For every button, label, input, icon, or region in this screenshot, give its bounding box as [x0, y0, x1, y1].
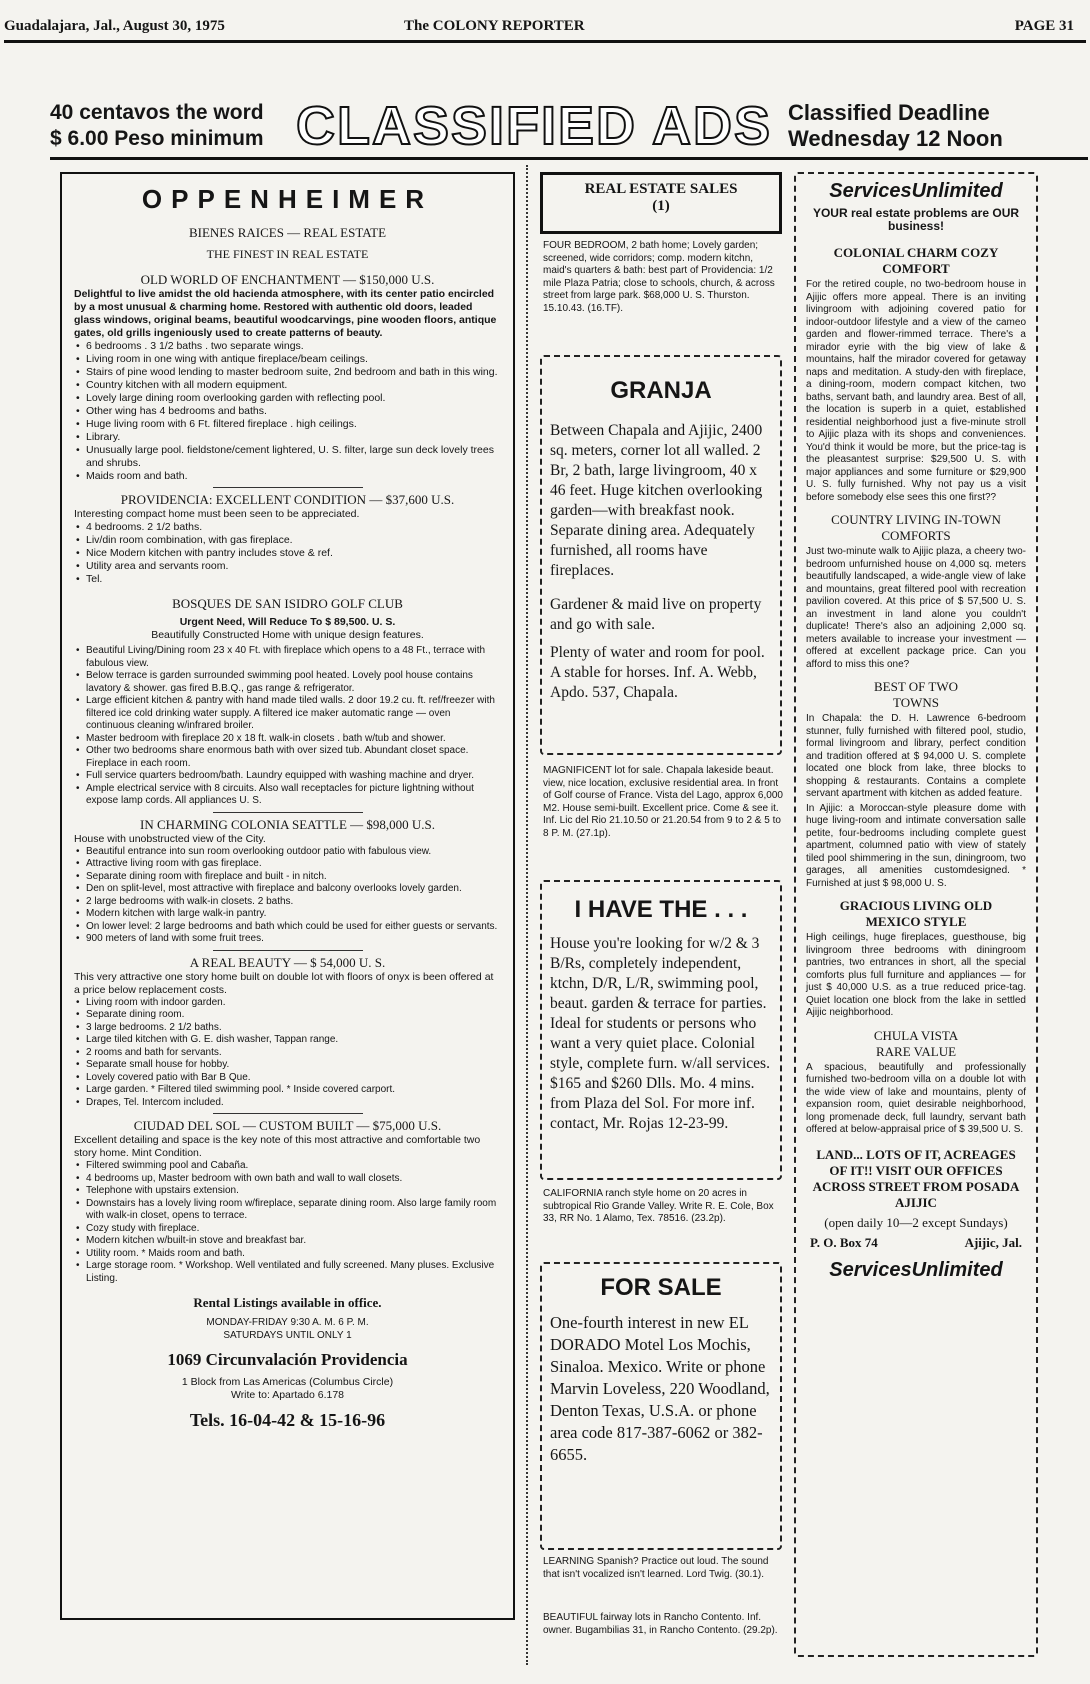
- listing-heading: COUNTRY LIVING IN-TOWN COMFORTS: [831, 512, 1001, 543]
- listing-intro: This very attractive one story home built on double lot with floors of onyx is been offered at a price below replacement costs.: [74, 970, 494, 996]
- feature: • Country kitchen with all modern equipment.: [86, 379, 501, 392]
- feature: • Drapes, Tel. Intercom included.: [86, 1097, 501, 1110]
- listing-intro: Interesting compact home must been seen to be appreciated.: [74, 508, 360, 520]
- office-info: LAND... LOTS OF IT, ACREAGES OF IT!! VISIT OUR OFFICES ACROSS STREET FROM POSADA AJIJIC: [812, 1146, 1020, 1210]
- listing-heading: IN CHARMING COLONIA SEATTLE — $98,000 U.S.: [139, 816, 436, 832]
- ad-heading: FOR SALE: [600, 1274, 722, 1301]
- masthead: [4, 12, 1086, 40]
- listing-urgent: Urgent Need, Will Reduce To $ 89,500. U. S.: [179, 616, 396, 628]
- feature: • Living room in one wing with antique fireplace/beam ceilings.: [86, 353, 501, 366]
- feature: • Unusually large pool. fieldstone/cement lightered, U. S. filter, large sun deck lovely trees and shrubs.: [86, 444, 501, 470]
- feature: • On lower level: 2 large bedrooms and bath which could be used for either guests or servants.: [86, 921, 501, 934]
- listing-features: [74, 340, 501, 483]
- ad-magnificent: MAGNIFICENT lot for sale. Chapala lakeside beaut. view, nice location, exclusive residential area. In front of Golf course of France. Vista del Lago, approx 6,000 M2. House semi-built. Excellent price. Come & see it. Inf. Lic del Rio 21.10.50 or 21.20.54 from 9 to 2 & 5 to 8 P. M. (27.1p).: [543, 765, 783, 839]
- listing-body: For the retired couple, no two-bedroom house in Ajijic offers more appeal. There is an inviting livingroom with adjoining covered patio for indoor-outdoor lifestyle and a view of the cameo garden and flower-rimmed terrace. There's a mirador eyrie with the big view of lake & mountains, half the mirador covered for getaway naps and meditation. A study-den with fireplace, a dining-room, modern compact kitchen, two baths, servant bath, and laundry area. Best of all, the location is superb in a quiet, established residential neighborhood just a five-minute stroll to Ajijic plaza with its shops and conveniences. You'd think it would be more, but the price-tag is the pleasantest surprise: $29,500 U. S. with major appliances and some furniture or $29,900 U. S. fully furnished. Why not pay us a visit before somebody else sees this one first??: [806, 279, 1026, 503]
- feature: • Lovely large dining room overlooking garden with reflecting pool.: [86, 392, 501, 405]
- divider: [213, 812, 363, 813]
- oppenheimer-ad: [60, 172, 515, 1620]
- feature: • Tel.: [86, 573, 501, 586]
- feature: • 4 bedrooms. 2 1/2 baths.: [86, 521, 501, 534]
- banner-rule: [50, 157, 1088, 160]
- listing-heading: PROVIDENCIA: EXCELLENT CONDITION — $37,600 U.S.: [120, 492, 455, 507]
- listing-intro: Beautifully Constructed Home with unique design features.: [151, 629, 424, 641]
- deadline-line2: Wednesday 12 Noon: [788, 126, 1003, 151]
- feature: • Large tiled kitchen with G. E. dish washer, Tappan range.: [86, 1034, 501, 1047]
- ad-beautiful: BEAUTIFUL fairway lots in Rancho Contento. Inf. owner. Bugambilias 31, in Rancho Contento. (29.2p).: [543, 1612, 778, 1636]
- ad-body: Plenty of water and room for pool. A stable for horses. Inf. A. Webb, Apdo. 537, Chapala.: [550, 644, 765, 701]
- column-divider: [526, 165, 528, 1665]
- services-unlimited-ad: [794, 172, 1038, 1657]
- feature: • Huge living room with 6 Ft. filtered fireplace . high ceilings.: [86, 418, 501, 431]
- feature: • Stairs of pine wood lending to master bedroom suite, 2nd bedroom and bath in this wing.: [86, 366, 501, 379]
- listing-heading: BOSQUES DE SAN ISIDRO GOLF CLUB: [172, 596, 403, 611]
- feature: • Lovely covered patio with Bar B Que.: [86, 1072, 501, 1085]
- listing-intro: House with unobstructed view of the City.: [74, 832, 266, 845]
- listing-heading: COLONIAL CHARM COZY COMFORT: [833, 245, 999, 276]
- ad-heading: I HAVE THE . . .: [574, 896, 748, 923]
- deadline-info: [788, 100, 1088, 152]
- ad-learning: LEARNING Spanish? Practice out loud. The sound that isn't vocalized isn't learned. Lord Twig. (30.1).: [543, 1556, 769, 1580]
- ad-i-have-the: [540, 880, 782, 1180]
- listing-body: High ceilings, huge fireplaces, guesthouse, big livingroom three bedrooms with diningroom pantries, two entrances in short, all the special comforts plus full furniture and appliances — for just $ 40,000 U.S. as a true reduced price-tag. Quiet location one block from the lake in settled Ajijic neighborhood.: [806, 932, 1026, 1018]
- feature: • Cozy study with fireplace.: [86, 1223, 501, 1236]
- classified-title: CLASSIFIED ADS: [296, 96, 773, 156]
- feature: • 3 large bedrooms. 2 1/2 baths.: [86, 1022, 501, 1035]
- feature: • Nice Modern kitchen with pantry includes stove & ref.: [86, 547, 501, 560]
- office-address: 1069 Circunvalación Providencia: [167, 1350, 408, 1369]
- listing-features: [74, 645, 501, 808]
- po-box: P. O. Box 74: [810, 1234, 878, 1250]
- ad-body: House you're looking for w/2 & 3 B/Rs, completely independent, ktchn, D/R, L/R, swimming pool, beaut. garden & terrace for parties. Ideal for students or persons who want a very quiet place. Colonial style, complete furn. w/all services. $165 and $260 Dlls. Mo. 4 mins. from Plaza del Sol. For more inf. contact, Mr. Rojas 12-23-99.: [550, 935, 770, 1132]
- listing-heading: BEST OF TWO TOWNS: [873, 679, 959, 710]
- brand-intro: YOUR real estate problems are OUR business!: [812, 206, 1020, 233]
- divider: [213, 950, 363, 951]
- feature: • Living room with indoor garden.: [86, 997, 501, 1010]
- feature: • 2 rooms and bath for servants.: [86, 1047, 501, 1060]
- feature: • Beautiful entrance into sun room overlooking outdoor patio with fabulous view.: [86, 846, 501, 859]
- feature: • Maids room and bath.: [86, 470, 501, 483]
- listing-features: [74, 846, 501, 946]
- listing-body: In Chapala: the D. H. Lawrence 6-bedroom stunner, fully furnished with filtered pool, studio, formal livingroom and library, perfect condition and tradition offered at $ 94,000 U. S. complete located one block from lake, three blocks to shopping & restaurants. Contains a complete servant apartment with kitchen as added feature.: [806, 713, 1026, 799]
- feature: • 6 bedrooms . 3 1/2 baths . two separate wings.: [86, 340, 501, 353]
- feature: • Separate dining room.: [86, 1009, 501, 1022]
- feature: • Attractive living room with gas fireplace.: [86, 858, 501, 871]
- feature: • Telephone with upstairs extension.: [86, 1185, 501, 1198]
- feature: • Below terrace is garden surrounded swimming pool heated. Lovely pool house contains lavatory & shower. gas fired B.B.Q., gas range & refrigerator.: [86, 670, 501, 695]
- listing-features: [74, 521, 501, 586]
- feature: • Separate small house for hobby.: [86, 1059, 501, 1072]
- feature: • Other wing has 4 bedrooms and baths.: [86, 405, 501, 418]
- ad-heading: GRANJA: [610, 377, 712, 404]
- section-number: (1): [652, 198, 670, 214]
- feature: • Other two bedrooms share enormous bath with over sized tub. Abundant closet space. Fireplace in each room.: [86, 745, 501, 770]
- office-near: 1 Block from Las Americas (Columbus Circle): [181, 1376, 394, 1388]
- brand-bottom: ServicesUnlimited: [829, 1258, 1003, 1281]
- feature: • Master bedroom with fireplace 20 x 18 ft. walk-in closets . bath w/tub and shower.: [86, 733, 501, 746]
- oppenheimer-sub: BIENES RAICES — REAL ESTATE: [188, 225, 387, 240]
- rate-info: [50, 100, 290, 152]
- oppenheimer-tag: THE FINEST IN REAL ESTATE: [206, 247, 369, 261]
- oppenheimer-name: OPPENHEIMER: [141, 184, 434, 214]
- listing-body: In Ajijic: a Moroccan-style pleasure dome with huge living-room and intimate conversation salle petite, four-bedrooms including complete guest apartment, columned patio with view of stately tiled pool shimmering in the sun, diningroom, two garages, all amenities customdesigned. * Furnished at just $ 98,000 U. S.: [806, 802, 1026, 889]
- masthead-rule: [4, 40, 1086, 43]
- feature: • Modern kitchen with large walk-in pantry.: [86, 908, 501, 921]
- feature: • Filtered swimming pool and Cabaña.: [86, 1160, 501, 1173]
- deadline-line1: Classified Deadline: [788, 100, 990, 125]
- listing-features: [74, 997, 501, 1110]
- feature: • 900 meters of land with some fruit trees.: [86, 933, 501, 946]
- feature: • Large storage room. * Workshop. Well ventilated and fully screened. Many pluses. Exclusive Listing.: [86, 1260, 501, 1285]
- ad-body: Gardener & maid live on property and go with sale.: [550, 596, 762, 633]
- page-number: PAGE 31: [1014, 18, 1074, 34]
- feature: • Large garden. * Filtered tiled swimming pool. * Inside covered carport.: [86, 1084, 501, 1097]
- ad-granja: [540, 355, 782, 755]
- listing-intro: Delightful to live amidst the old hacienda atmosphere, with its center patio encircled by a most unusual & charming home. Restored with authentic old doors, leaded glass windows, original beams, beautiful woodcarvings, pine wooden floors, antique gates, old grills ingeniously used to create patterns of beauty.: [74, 288, 497, 339]
- listing-heading: A REAL BEAUTY — $ 54,000 U. S.: [189, 954, 386, 970]
- listing-heading: CHULA VISTA RARE VALUE: [873, 1027, 959, 1059]
- feature: • Ample electrical service with 8 circuits. Also wall receptacles for picture lightning without expose lamp cords. All appliances U. S.: [86, 783, 501, 808]
- paper-name: The COLONY REPORTER: [404, 18, 585, 34]
- office-phones: Tels. 16-04-42 & 15-16-96: [189, 1410, 386, 1430]
- dateline: Guadalajara, Jal., August 30, 1975: [4, 18, 225, 34]
- feature: • 2 large bedrooms with walk-in closets. 2 baths.: [86, 896, 501, 909]
- ad-body: One-fourth interest in new EL DORADO Motel Los Mochis, Sinaloa. Mexico. Write or phone Marvin Loveless, 220 Woodland, Denton Texas, U.S.A. or phone area code 817-387-6062 or 382-6655.: [550, 1313, 770, 1464]
- divider: [213, 487, 363, 488]
- ad-four-bedroom: FOUR BEDROOM, 2 bath home; Lovely garden; screened, wide corridors; comp. modern kitchn, maid's quarters & bath: best part of Providencia: 1/2 mile Plaza Patria; close to schools, church, & across street from large park. $68,000 U. S. Thurston. 15.10.43. (16.TF).: [543, 240, 775, 314]
- office-hours: MONDAY-FRIDAY 9:30 A. M. 6 P. M. SATURDAYS UNTIL ONLY 1: [206, 1317, 369, 1341]
- ad-for-sale: [540, 1262, 782, 1550]
- ad-california: CALIFORNIA ranch style home on 20 acres in subtropical Rio Grande Valley. Write R. E. Cole, Box 33, RR No. 1 Alamo, Tex. 78516. (23.2p).: [543, 1188, 774, 1224]
- rate-text: 40 centavos the word: [50, 101, 264, 124]
- feature: • Library.: [86, 431, 501, 444]
- feature: • Large efficient kitchen & pantry with hand made tiled walls. 2 door 19.2 cu. ft. ref/freezer with filtered ice cold drinking water supply. A filtered ice maker automatic range — oven continuous cleaning w/infrared broiler.: [86, 695, 501, 733]
- listing-heading: GRACIOUS LIVING OLD MEXICO STYLE: [839, 898, 993, 929]
- feature: • 4 bedrooms up, Master bedroom with own bath and wall to wall closets.: [86, 1173, 501, 1186]
- brand-top: ServicesUnlimited: [829, 180, 1003, 202]
- office-town: Ajijic, Jal.: [964, 1234, 1022, 1250]
- feature: • Utility room. * Maids room and bath.: [86, 1248, 501, 1261]
- feature: • Utility area and servants room.: [86, 560, 501, 573]
- listing-heading: CIUDAD DEL SOL — CUSTOM BUILT — $75,000 U.S.: [133, 1118, 442, 1133]
- feature: • Modern kitchen w/built-in stove and breakfast bar.: [86, 1235, 501, 1248]
- feature: • Liv/din room combination, with gas fireplace.: [86, 534, 501, 547]
- rental-note: Rental Listings available in office.: [193, 1295, 382, 1310]
- feature: • Downstairs has a lovely living room w/fireplace, separate dining room. Also large family room with walk-in closet, opens to terrace.: [86, 1198, 501, 1223]
- listing-features: [74, 1160, 501, 1285]
- ad-body: Between Chapala and Ajijic, 2400 sq. meters, corner lot all walled. 2 Br, 2 bath, large livingroom, 40 x 46 feet. Huge kitchen overlooking garden—with breakfast nook. Separate dining area. Adequately furnished, all rooms have fireplaces.: [550, 422, 763, 579]
- feature: • Separate dining room with fireplace and built - in nitch.: [86, 871, 501, 884]
- listing-body: Just two-minute walk to Ajijic plaza, a cheery two-bedroom unfurnished house on 4,000 sq. meters beautifully landscaped, a wide-angle view of lake and mountains, great filtered pool with recreation pavilion covered. At this price of $ 57,500 U. S. an investment in land alone you couldn't duplicate! There's also an adjoining 2,000 sq. meters available to increase your investment — offered at excellent package price. Can you afford to miss this one?: [806, 546, 1026, 670]
- feature: • Beautiful Living/Dining room 23 x 40 Ft. with fireplace which opens to a 48 Ft., terrace with fabulous view.: [86, 645, 501, 670]
- listing-intro: Excellent detailing and space is the key note of this most attractive and comfortable two story home. Mint Condition.: [74, 1134, 481, 1159]
- feature: • Den on split-level, most attractive with fireplace and balcony overlooks lovely garden.: [86, 883, 501, 896]
- listing-body: A spacious, beautifully and professionally furnished two-bedroom villa on a double lot with the wide view of lake and mountains, plenty of expansion room, quiet desirable neighborhood, long promenade deck, full laundry, servant bath offered at below-appraisal price of $ 39,500 U. S.: [806, 1061, 1026, 1135]
- minimum-text: $ 6.00 Peso minimum: [50, 127, 264, 150]
- section-title: REAL ESTATE SALES: [584, 181, 738, 197]
- real-estate-sales-header: [540, 172, 782, 234]
- office-contact: [796, 1231, 1036, 1251]
- listing-heading: OLD WORLD OF ENCHANTMENT — $150,000 U.S.: [140, 272, 435, 287]
- divider: [213, 1113, 363, 1114]
- office-hours: (open daily 10—2 except Sundays): [824, 1214, 1008, 1230]
- feature: • Full service quarters bedroom/bath. Laundry equipped with washing machine and dryer.: [86, 770, 501, 783]
- office-write: Write to: Apartado 6.178: [230, 1389, 345, 1401]
